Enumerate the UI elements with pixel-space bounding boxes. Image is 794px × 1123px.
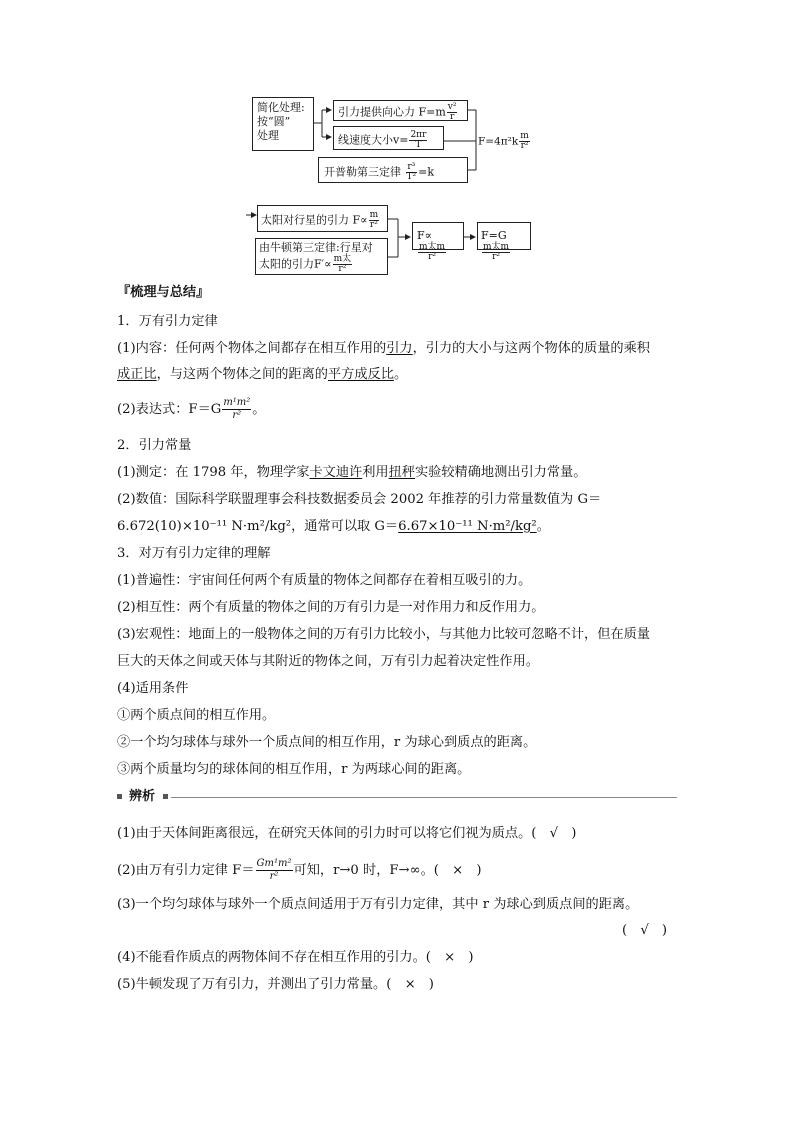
kepler-tail: =k [418, 165, 435, 179]
s3-item: ③两个质量均匀的球体间的相互作用，r 为两球心间的距离。 [117, 762, 471, 777]
section-3-title: 3．对万有引力定律的理解 [117, 546, 271, 561]
expression-label: (2)表达式：F＝G [117, 402, 222, 417]
speed-box [333, 126, 444, 150]
law-content-e: 。 [393, 367, 408, 382]
kepler-num: r³ [407, 162, 416, 172]
newton-third-line-1: 由牛顿第三定律:行星对 [259, 241, 373, 254]
result-fraction [519, 132, 530, 151]
s3-item: ①两个质点间的相互作用。 [117, 708, 276, 723]
bianxi-q2 [117, 858, 481, 883]
newton-third-den: r² [338, 264, 347, 274]
kepler-den: T² [406, 172, 417, 182]
simplify-line-2: 按“圆” [257, 115, 291, 128]
centripetal-num: v² [447, 102, 457, 112]
value-end: 。 [536, 519, 550, 534]
s3-item: (1)普遍性：宇宙间任何两个有质量的物体之间都存在着相互吸引的力。 [117, 573, 532, 588]
summary-heading: 『梳理与总结』 [117, 285, 210, 300]
s3-item: (4)适用条件 [117, 681, 189, 696]
value-line-2a: 6.672(10)×10⁻¹¹ N·m²/kg²，通常可以取 G＝ [117, 519, 399, 534]
law-expression [117, 397, 265, 422]
centripetal-fraction [447, 103, 458, 122]
expression-end: 。 [252, 402, 266, 417]
s3-item: (2)相互性：两个有质量的物体之间的万有引力是一对作用力和反作用力。 [117, 600, 545, 615]
q2-b: 可知，r→0 时，F→∞。( × ) [293, 863, 482, 878]
constant-value-line-1: (2)数值：国际科学联盟理事会科技数据委员会 2002 年推荐的引力常量数值为 G＝ [117, 492, 602, 507]
keyword-cavendish: 卡文迪许 [309, 465, 363, 480]
sun-on-planet-fraction [369, 211, 380, 230]
sun-on-planet-den: r² [369, 220, 378, 230]
law-keyword-inverse-square: 平方成反比 [328, 367, 394, 382]
diagram-arrows [0, 0, 794, 300]
speed-num: 2πr [410, 130, 427, 140]
final-formula-box [477, 222, 531, 262]
expression-fraction [222, 397, 251, 422]
law-keyword-gravity: 引力 [386, 341, 413, 356]
proportional-text: F∝ [417, 229, 433, 242]
speed-fraction [409, 131, 427, 150]
expression-den: r² [232, 410, 242, 421]
bianxi-q3: (3)一个均匀球体与球外一个质点间适用于万有引力定律，其中 r 为球心到质点间的距离。 [117, 897, 639, 912]
speed-den: T [415, 140, 422, 150]
bullet-square-icon [163, 794, 168, 799]
q2-a: (2)由万有引力定律 F＝ [117, 863, 255, 878]
law-content-a: (1)内容：任何两个物体之间都存在相互作用的 [117, 341, 387, 356]
result-formula [478, 132, 531, 151]
measure-c: 实验较精确地测出引力常量。 [415, 465, 587, 480]
keyword-torsion: 扭秤 [388, 465, 415, 480]
q2-fraction [256, 858, 293, 883]
result-den: r² [520, 141, 529, 151]
law-content-d: ，与这两个物体之间的距离的 [156, 367, 328, 382]
s3-item: (3)宏观性：地面上的一般物体之间的万有引力比较小，与其他力比较可忽略不计，但在质量 [117, 627, 650, 642]
keyword-g-value: 6.67×10⁻¹¹ N·m²/kg² [398, 519, 537, 534]
final-formula-den: r² [492, 252, 500, 262]
newton-third-box [255, 238, 388, 275]
simplify-line-3: 处理 [257, 129, 279, 142]
s3-item: ②一个均匀球体与球外一个质点间的相互作用，r 为球心到质点的距离。 [117, 735, 537, 750]
expression-num: m¹m² [223, 397, 251, 408]
result-text: F=4π²k [478, 135, 519, 148]
law-content-line-1 [117, 340, 650, 358]
bianxi-q3-answer: ( √ ) [622, 923, 668, 938]
s3-item: 巨大的天体之间或天体与其附近的物体之间，万有引力起着决定性作用。 [117, 654, 539, 669]
newton-third-line-2: 太阳的引力F′∝ [259, 257, 332, 271]
law-content-b: ，引力的大小与这两个物体的质量的乘积 [412, 341, 650, 356]
centripetal-text: 引力提供向心力 F=m [338, 105, 446, 119]
final-formula-num: m太m [483, 242, 510, 252]
bianxi-q4: (4)不能看作质点的两物体间不存在相互作用的引力。( × ) [117, 950, 474, 965]
measure-a: (1)测定：在 1798 年，物理学家 [117, 465, 310, 480]
final-formula-fraction [482, 243, 510, 262]
proportional-den: r² [428, 252, 436, 262]
bullet-square-icon [117, 794, 122, 799]
q2-num: Gm¹m² [256, 858, 292, 869]
bianxi-q1: (1)由于天体间距离很远，在研究天体间的引力时可以将它们视为质点。( √ ) [117, 826, 577, 841]
speed-text: 线速度大小v= [338, 133, 409, 147]
newton-third-num: m太 [333, 254, 352, 264]
law-keyword-proportional: 成正比 [117, 367, 157, 382]
proportional-fraction [418, 243, 446, 262]
sun-on-planet-text: 太阳对行星的引力 F∝ [261, 213, 368, 227]
constant-value-line-2 [117, 518, 550, 536]
centripetal-den: r [449, 112, 455, 122]
section-2-title: 2．引力常量 [117, 438, 192, 453]
kepler-box [318, 157, 468, 183]
constant-measure [117, 464, 586, 482]
proportional-num: m太m [419, 242, 446, 252]
proportional-box [412, 222, 464, 262]
newton-third-fraction [333, 255, 353, 274]
kepler-text: 开普勒第三定律 [324, 165, 401, 179]
bianxi-title: 辨析 [129, 789, 156, 804]
final-formula-text: F=G [481, 229, 507, 242]
kepler-fraction [406, 163, 418, 182]
centripetal-box [333, 100, 468, 121]
bianxi-q5: (5)牛顿发现了万有引力，并测出了引力常量。( × ) [117, 977, 434, 992]
result-num: m [520, 131, 529, 141]
section-divider [171, 797, 677, 798]
sun-on-planet-num: m [369, 210, 379, 220]
law-content-line-2 [117, 366, 407, 384]
simplify-box [252, 97, 314, 151]
q2-den: r² [269, 871, 279, 882]
simplify-line-1: 简化处理: [257, 101, 305, 114]
sun-on-planet-box [257, 205, 388, 232]
measure-b: 利用 [362, 465, 389, 480]
section-1-title: 1．万有引力定律 [117, 314, 218, 329]
